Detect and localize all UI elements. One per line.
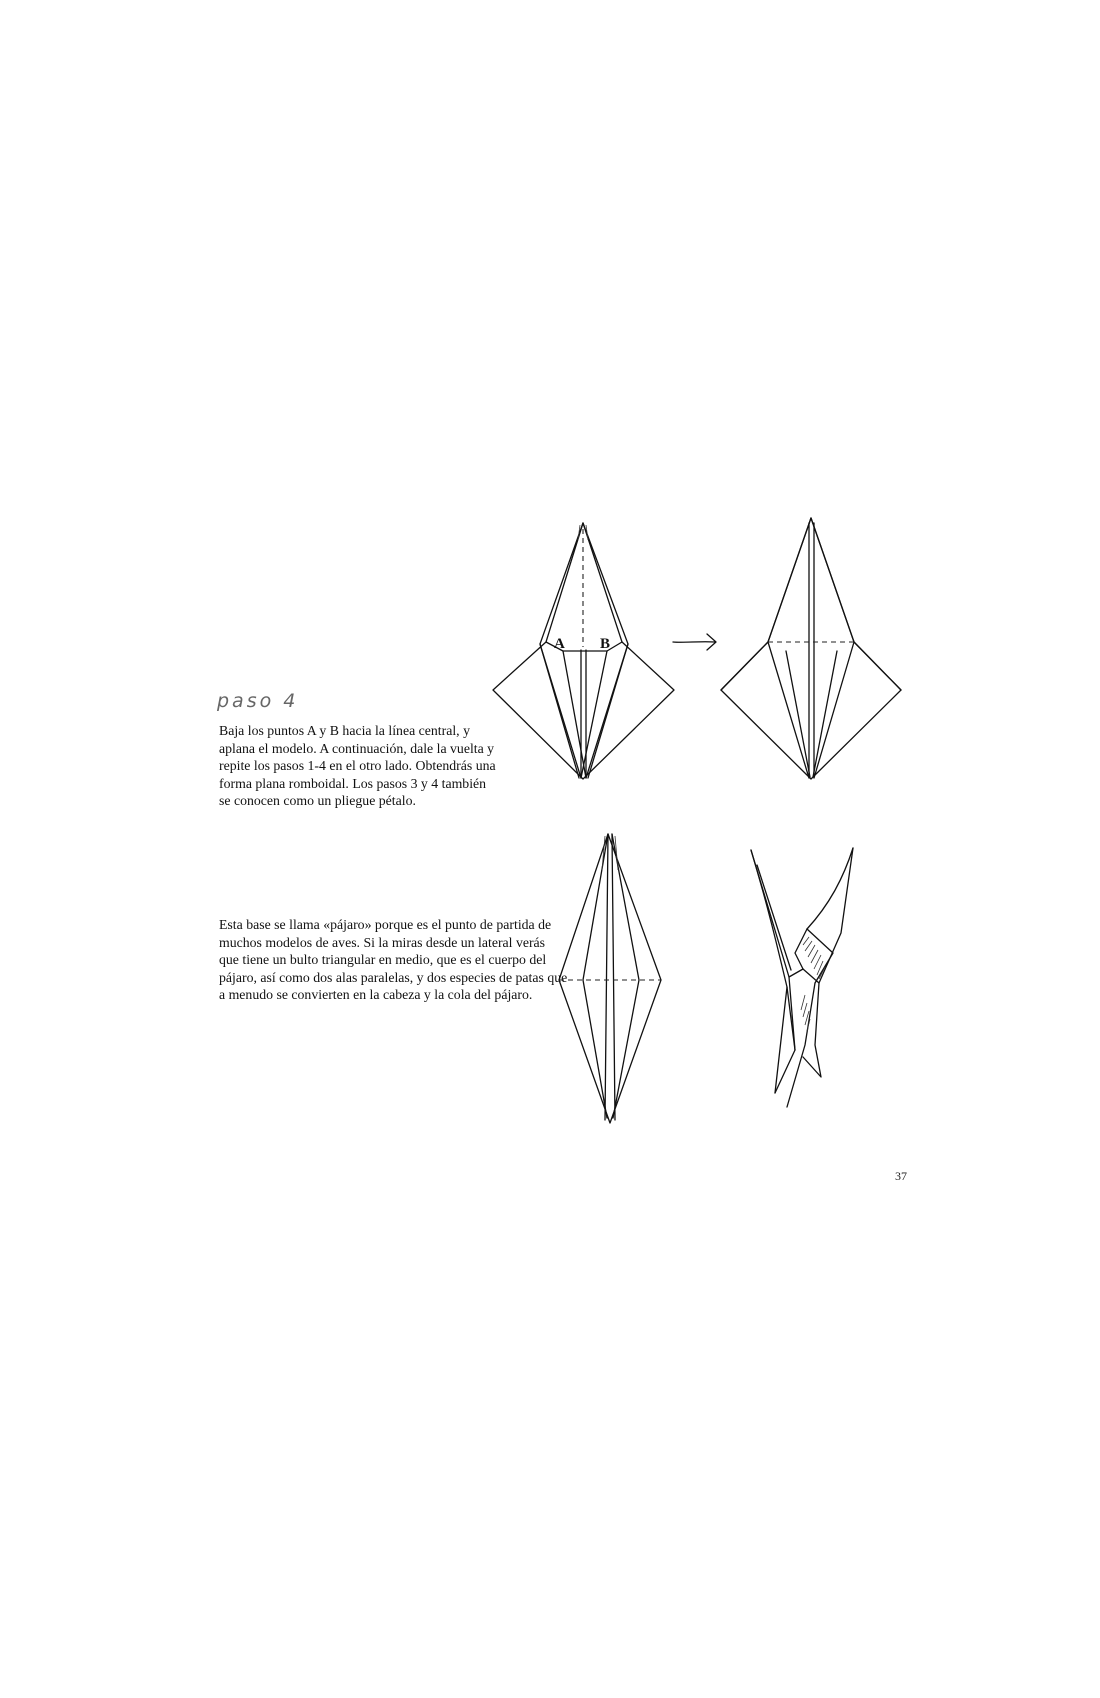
point-a-label: A bbox=[554, 636, 565, 652]
flattened-result-diagram bbox=[718, 515, 908, 785]
bird-base-description bbox=[219, 916, 568, 1004]
bird-base-diagram bbox=[555, 830, 675, 1130]
description-line: Esta base se llama «pájaro» porque es el punto de partida de bbox=[219, 917, 552, 932]
description-line: muchos modelos de aves. Si la miras desde un lateral verás bbox=[219, 934, 546, 950]
arrow-right-icon bbox=[671, 631, 721, 653]
step-heading: paso 4 bbox=[217, 690, 299, 712]
bird-base-side-view bbox=[745, 845, 865, 1115]
instruction-line: aplana el modelo. A continuación, dale la vuelta y bbox=[219, 740, 495, 756]
petal-fold-diagram bbox=[490, 515, 680, 785]
point-b-label: B bbox=[600, 636, 611, 652]
description-line: a menudo se convierten en la cabeza y la cola del pájaro. bbox=[219, 987, 533, 1002]
petal-fold-outline bbox=[493, 523, 674, 779]
instruction-line: Baja los puntos A y B hacia la línea central, y bbox=[219, 723, 470, 738]
description-line: que tiene un bulto triangular en medio, que es el cuerpo del bbox=[219, 952, 547, 967]
instruction-line: repite los pasos 1-4 en el otro lado. Obtendrás una bbox=[219, 758, 496, 773]
page-number: 37 bbox=[895, 1169, 907, 1183]
bird-base-outline bbox=[559, 834, 661, 1123]
bird-base-side-outline bbox=[751, 848, 853, 1107]
instruction-line: forma plana romboidal. Los pasos 3 y 4 también bbox=[219, 775, 487, 791]
description-line: pájaro, así como dos alas paralelas, y dos especies de patas que bbox=[219, 969, 568, 985]
instruction-line: se conocen como un pliegue pétalo. bbox=[219, 793, 416, 808]
flattened-result-outline bbox=[721, 518, 901, 779]
step-instructions bbox=[219, 722, 496, 810]
